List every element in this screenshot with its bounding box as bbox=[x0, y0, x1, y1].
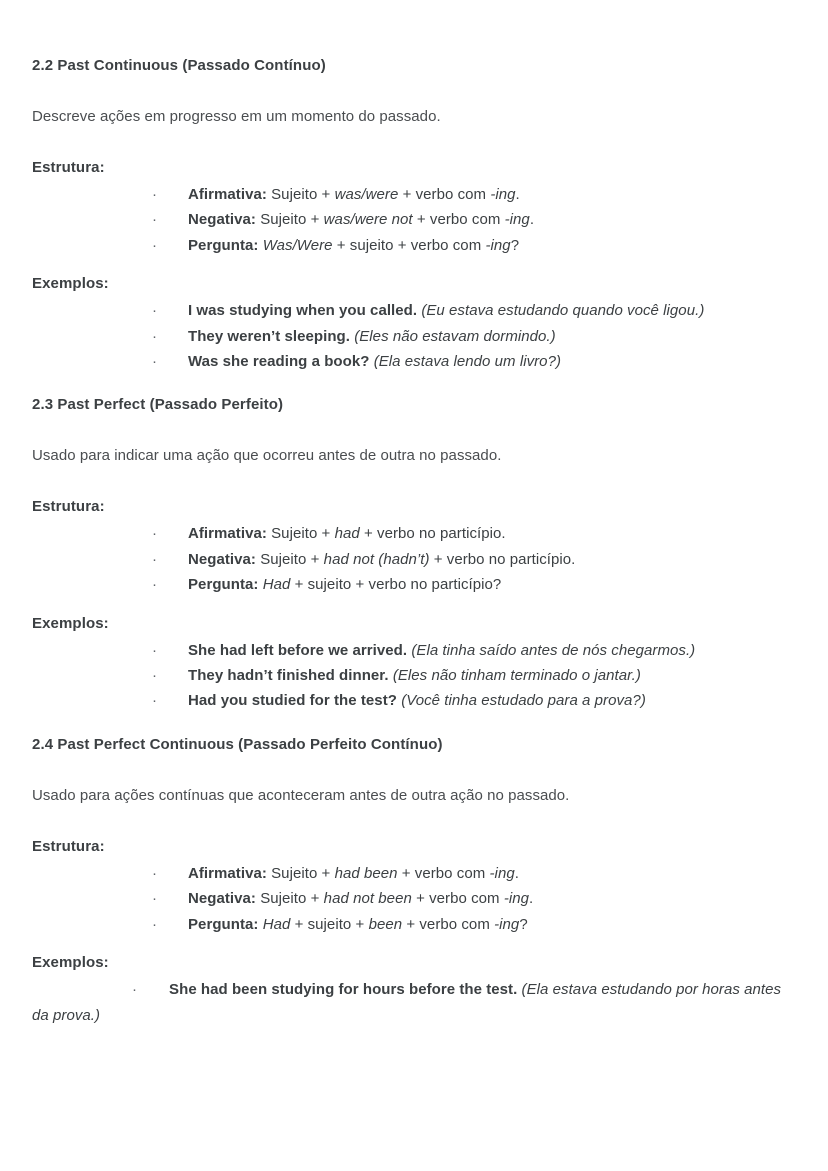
list-item bbox=[32, 688, 796, 713]
exemplos-label: Exemplos: bbox=[32, 275, 109, 293]
structure-term: Pergunta: bbox=[188, 236, 259, 254]
structure-italic: -ing bbox=[494, 915, 520, 933]
estrutura-list bbox=[32, 861, 796, 937]
estrutura-list bbox=[32, 182, 796, 258]
structure-term: Afirmativa: bbox=[188, 186, 267, 203]
structure-text: . bbox=[529, 890, 534, 908]
list-item bbox=[32, 521, 796, 546]
structure-term: Negativa: bbox=[188, 890, 256, 908]
example-translation: (Ela estava lendo um livro?) bbox=[373, 353, 562, 371]
structure-text: . bbox=[515, 186, 520, 203]
section-2-2 bbox=[32, 55, 796, 394]
structure-italic: was/were not bbox=[323, 211, 413, 229]
section-heading: 2.4 Past Perfect Continuous (Passado Perfeito Contínuo) bbox=[32, 735, 443, 753]
example-sentence: I was studying when you called. bbox=[188, 302, 418, 320]
structure-italic: been bbox=[368, 915, 403, 933]
structure-text: . bbox=[529, 211, 535, 229]
spacer bbox=[32, 374, 796, 394]
list-item bbox=[32, 324, 796, 349]
structure-text: + verbo com bbox=[412, 211, 505, 229]
structure-term: Pergunta: bbox=[188, 915, 259, 933]
structure-text: Sujeito + bbox=[255, 550, 324, 568]
example-sentence: They hadn’t finished dinner. bbox=[188, 667, 389, 685]
structure-term: Negativa: bbox=[188, 550, 256, 568]
structure-text: Sujeito + bbox=[255, 890, 324, 908]
section-2-4 bbox=[32, 734, 796, 1028]
structure-italic: had not (hadn’t) bbox=[323, 550, 430, 568]
structure-italic: was/were bbox=[334, 186, 399, 203]
structure-text: + verbo no particípio. bbox=[429, 550, 576, 568]
exemplos-label: Exemplos: bbox=[32, 614, 109, 632]
structure-text: Sujeito + bbox=[266, 864, 335, 882]
example-sentence: Had you studied for the test? bbox=[188, 692, 397, 710]
section-description: Usado para ações contínuas que aconteceram antes de outra ação no passado. bbox=[32, 786, 570, 804]
example-sentence: They weren’t sleeping. bbox=[188, 327, 350, 345]
structure-italic: -ing bbox=[489, 864, 515, 882]
estrutura-label: Estrutura: bbox=[32, 837, 105, 855]
structure-text: + verbo com bbox=[398, 186, 491, 203]
example-translation: (Ela estava estudando por horas antes da prova.) bbox=[32, 981, 782, 1024]
list-item bbox=[32, 349, 796, 374]
list-item bbox=[32, 638, 796, 663]
section-2-3 bbox=[32, 394, 796, 733]
list-item bbox=[32, 861, 796, 886]
example-translation: (Você tinha estudado para a prova?) bbox=[401, 692, 646, 710]
sections-container bbox=[32, 55, 796, 1028]
section-description: Usado para indicar uma ação que ocorreu antes de outra no passado. bbox=[32, 447, 502, 465]
list-item bbox=[32, 233, 796, 258]
spacer bbox=[32, 467, 796, 496]
section-heading: 2.2 Past Continuous (Passado Contínuo) bbox=[32, 57, 326, 74]
section-heading: 2.3 Past Perfect (Passado Perfeito) bbox=[32, 396, 284, 414]
top-spacer bbox=[32, 0, 796, 55]
structure-italic: had bbox=[334, 525, 360, 543]
list-item bbox=[32, 912, 796, 937]
structure-text: + verbo no particípio. bbox=[359, 525, 506, 543]
spacer bbox=[32, 76, 796, 106]
structure-text: + sujeito + verbo com bbox=[332, 236, 486, 254]
list-item bbox=[32, 977, 796, 1028]
structure-italic: Was/Were bbox=[262, 236, 333, 254]
example-sentence: Was she reading a book? bbox=[188, 353, 370, 371]
example-translation: (Eu estava estudando quando você ligou.) bbox=[421, 302, 705, 320]
structure-italic: Had bbox=[262, 576, 291, 594]
spacer bbox=[32, 937, 796, 952]
structure-text: Sujeito + bbox=[255, 211, 324, 229]
estrutura-label: Estrutura: bbox=[32, 159, 105, 176]
list-item bbox=[32, 182, 796, 207]
structure-italic: Had bbox=[262, 915, 291, 933]
example-translation: (Eles não estavam dormindo.) bbox=[354, 327, 556, 345]
section-description: Descreve ações em progresso em um momento do passado. bbox=[32, 108, 441, 125]
spacer bbox=[32, 598, 796, 613]
structure-text: ? bbox=[519, 915, 528, 933]
structure-italic: -ing bbox=[504, 211, 530, 229]
structure-italic: -ing bbox=[503, 890, 530, 908]
exemplos-list bbox=[32, 638, 796, 714]
estrutura-label: Estrutura: bbox=[32, 498, 105, 516]
exemplos-list bbox=[32, 977, 796, 1028]
exemplos-list bbox=[32, 298, 796, 374]
spacer bbox=[32, 807, 796, 836]
list-item bbox=[32, 298, 796, 323]
spacer bbox=[32, 128, 796, 157]
list-item bbox=[32, 547, 796, 572]
example-sentence: She had left before we arrived. bbox=[188, 641, 408, 659]
list-item bbox=[32, 663, 796, 688]
structure-term: Afirmativa: bbox=[188, 864, 267, 882]
structure-term: Pergunta: bbox=[188, 576, 259, 594]
exemplos-label: Exemplos: bbox=[32, 954, 109, 972]
structure-italic: -ing bbox=[485, 236, 511, 254]
example-translation: (Eles não tinham terminado o jantar.) bbox=[392, 667, 641, 685]
estrutura-list bbox=[32, 521, 796, 597]
structure-text: + sujeito + verbo no particípio? bbox=[290, 576, 502, 594]
structure-text: + verbo com bbox=[411, 890, 504, 908]
list-item bbox=[32, 207, 796, 232]
structure-text: . bbox=[514, 864, 519, 882]
structure-term: Negativa: bbox=[188, 211, 256, 229]
example-translation: (Ela tinha saído antes de nós chegarmos.) bbox=[411, 641, 696, 659]
structure-text: Sujeito + bbox=[266, 525, 335, 543]
spacer bbox=[32, 714, 796, 734]
spacer bbox=[32, 258, 796, 273]
spacer bbox=[32, 415, 796, 445]
structure-italic: had been bbox=[334, 864, 398, 882]
structure-term: Afirmativa: bbox=[188, 525, 267, 543]
structure-text: Sujeito + bbox=[266, 186, 335, 203]
example-sentence: She had been studying for hours before the test. bbox=[169, 981, 518, 999]
structure-text: ? bbox=[510, 236, 520, 254]
spacer bbox=[32, 755, 796, 785]
structure-italic: -ing bbox=[490, 186, 516, 203]
structure-text: + verbo com bbox=[402, 915, 495, 933]
structure-text: + sujeito + bbox=[290, 915, 369, 933]
list-item bbox=[32, 572, 796, 597]
list-item bbox=[32, 886, 796, 911]
structure-italic: had not been bbox=[323, 890, 412, 908]
structure-text: + verbo com bbox=[397, 864, 490, 882]
